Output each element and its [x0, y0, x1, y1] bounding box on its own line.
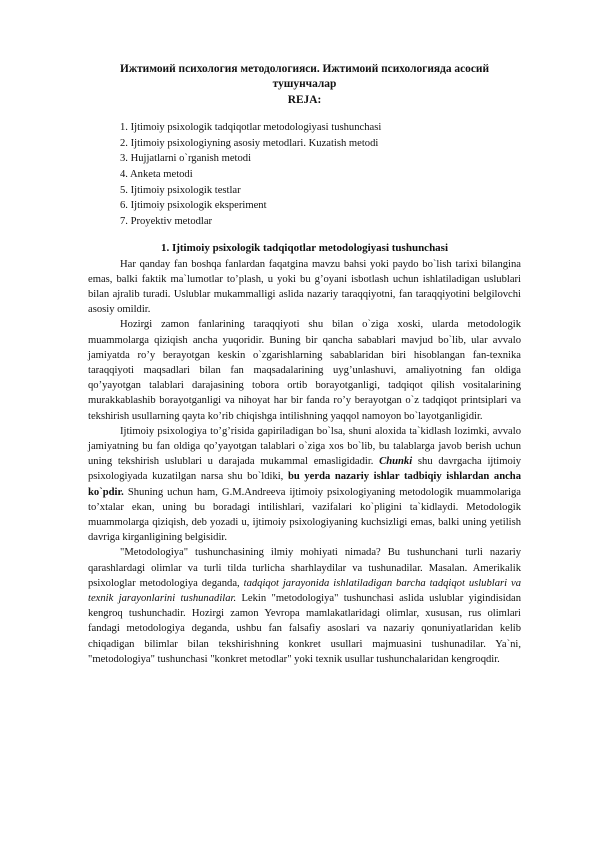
document-title: Ижтимоий психология методологияси. Ижтимоий психологияда асосий тушунчалар	[119, 63, 490, 91]
text-run: shu davrgacha ijtimoiy psixologiyada kuzatilgan narsa shu bo`ldiki,	[88, 456, 521, 483]
paragraph-2: Hozirgi zamon fanlarining taraqqiyoti shu bilan o`ziga xoski, ularda metodologik muammolarga qiziqish ancha yuqoridir. Buning bir qancha sabablari mavjud bo`lib, ular avvalo jamiyatda ro’y berayotgan keskin o`zgarishlarning sabablaridan biri hisoblangan fan-texnika taraqqiyoti maqsadlari bilan fan maqsadalarining uyg’unlashuvi, amaliyotning fan oldiga qo’yayotgan talablari darajasining tobora ortib borayotganligi, tadqiqot qilish vositalarining murakkablashib borayotganligi va nihoyat har bir fanda ro’y berayotgan o`z tadqiqot printsiplari va tekshirish usullarning qayta ko’rib chiqishga intilishning yaqqol namoyon bo`layotganligidir.	[88, 319, 521, 422]
text-run: Lekin "metodologiya" tushunchasi aslida uslublar yigindisidan kengroq tushunchadir. Hozirgi zamon Yevropa mamlakatlaridagi olimlar, xususan, rus olimlari fandagi metodologiya deganda, ushbu fan falsafiy asoslari va nazariy qonuniyatlaridan kelib chiqadigan bilimlar bilan tekshirishning konkret usullari majmuasini tushunadilar. Ya`ni, "metodologiya" tushunchasi "konkret metodlar" yoki texnik usullar tushunchalaridan kengroqdir.	[88, 593, 522, 665]
plan-item: 2. Ijtimoiy psixologiyning asosiy metodlari. Kuzatish metodi	[120, 137, 379, 149]
text-run: Ijtimoiy psixologiya to’g’risida gapiriladigan bo`lsa, shuni aloxida ta`kidlash lozimki, avvalo jamiyatning bu fan oldiga qo’yayotgan talablari o`ziga xos bo`lib, bu talablarga javob berish uchun uning tekshirish uslublari u darajada mukammal emasligidadir.	[88, 425, 521, 468]
plan-item: 3. Hujjatlarni o`rganish metodi	[120, 153, 252, 165]
plan-item: 1. Ijtimoiy psixologik tadqiqotlar metodologiyasi tushunchasi	[120, 122, 382, 134]
bold-statement: bu yerda nazariy ishlar tadbiqiy ishlardan ancha ko`pdir.	[88, 471, 521, 498]
section-heading: 1. Ijtimoiy psixologik tadqiqotlar metodologiyasi tushunchasi	[160, 242, 449, 255]
plan-heading: REJA:	[287, 93, 322, 106]
plan-item: 7. Proyektiv metodlar	[120, 215, 213, 227]
text-run: Shuning uchun ham, G.M.Andreeva ijtimoiy psixologiyaning metodologik muammolariga to’xtalar ekan, uning bu boradagi intilishlari, vazifalari ko`pligini ta`kidlaydi. Metodologik muammolarga qiziqish, deb yozadi u, ijtimoiy psixologiyaning kuchsizligi emas, balki uning yetilish davriga kirganligining belgisidir.	[88, 486, 521, 544]
plan-item: 4. Anketa metodi	[120, 169, 193, 180]
italic-definition: tadqiqot jarayonida ishlatiladigan barcha tadqiqot uslublari va texnik jarayonlarini tushunadilar.	[88, 577, 521, 605]
paragraph-3	[88, 424, 521, 546]
plan-item: 6. Ijtimoiy psixologik eksperiment	[120, 200, 267, 212]
plan-list	[88, 120, 521, 229]
text-run: "Metodologiya" tushunchasining ilmiy mohiyati nimada? Bu tushunchani turli nazariy qarashlardagi olimlar va turli tilda turlicha sharhlaydilar va tushunadilar. Masalan. Amerikalik psixologlar metodologiya deganda,	[88, 547, 521, 589]
paragraph-1: Har qanday fan boshqa fanlardan faqatgina mavzu bahsi yoki paydo bo`lish tarixi bilangina emas, balki faktik ma`lumotlar to’plash, u yoki bu g’oyani isbotlash uchun ishlatiladigan uslublari bilan ajralib turadi. Uslublar mukammalligi aslida nazariy taraqqiyotni, fan taraqqiyotini belgilovchi asosiy omildir.	[88, 258, 521, 316]
document-page	[88, 62, 521, 667]
emphasis-chunki: Chunki	[379, 456, 413, 468]
paragraph-4	[88, 545, 521, 667]
plan-item: 5. Ijtimoiy psixologik testlar	[120, 184, 241, 196]
